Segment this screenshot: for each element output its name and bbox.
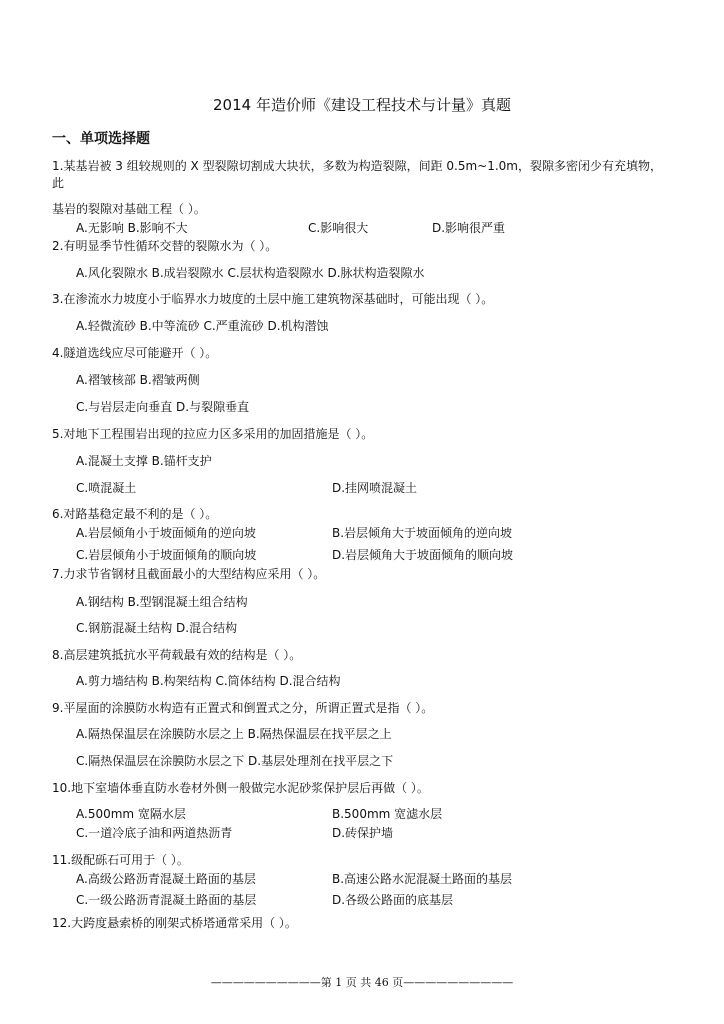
question-7-option-ab: A.钢结构 B.型钢混凝土组合结构 [76,595,248,609]
question-1-option-d: D.影响很严重 [432,221,506,235]
question-10-option-c: C.一道冷底子油和两道热沥青 [76,826,233,840]
question-6-option-a: A.岩层倾角小于坡面倾角的逆向坡 [76,526,256,540]
question-10-option-a: A.500mm 宽隔水层 [76,807,186,821]
question-9-stem: 9.平屋面的涂膜防水构造有正置式和倒置式之分，所谓正置式是指（ ）。 [52,701,434,715]
question-9-option-cd: C.隔热保温层在涂膜防水层之下 D.基层处理剂在找平层之下 [76,754,394,768]
question-11-stem: 11.级配砾石可用于（ ）。 [52,853,189,867]
question-4-option-cd: C.与岩层走向垂直 D.与裂隙垂直 [76,400,250,414]
question-10-option-b: B.500mm 宽滤水层 [332,807,443,821]
question-3-options: A.轻微流砂 B.中等流砂 C.严重流砂 D.机构潜蚀 [76,319,329,333]
question-7-stem: 7.力求节省钢材且截面最小的大型结构应采用（ ）。 [52,567,326,581]
question-12-stem: 12.大跨度悬索桥的刚架式桥塔通常采用（ ）。 [52,916,297,930]
question-7-option-cd: C.钢筋混凝土结构 D.混合结构 [76,621,238,635]
question-1-stem: 1.某基岩被 3 组较规则的 X 型裂隙切割成大块状，多数为构造裂隙，间距 0.5m~1.0m，裂隙多密闭少有充填物， [52,159,662,173]
question-1-stem-cont: 基岩的裂隙对基础工程（ ）。 [52,202,206,216]
question-6-option-c: C.岩层倾角小于坡面倾角的顺向坡 [76,548,257,562]
question-3-stem: 3.在渗流水力坡度小于临界水力坡度的土层中施工建筑物深基础时，可能出现（ ）。 [52,292,494,306]
question-5-option-ab: A.混凝土支撑 B.锚杆支护 [76,454,212,468]
question-6-option-d: D.岩层倾角大于坡面倾角的顺向坡 [332,548,514,562]
question-4-stem: 4.隧道选线应尽可能避开（ ）。 [52,346,218,360]
question-1-option-c: C.影响很大 [308,221,369,235]
question-11-option-c: C.一级公路沥青混凝土路面的基层 [76,893,257,907]
question-1-stem-cont: 此 [52,176,65,190]
page-footer: ——————————第 1 页 共 46 页—————————— [210,976,514,989]
question-2-options: A.风化裂隙水 B.成岩裂隙水 C.层状构造裂隙水 D.脉状构造裂隙水 [76,266,425,280]
question-6-stem: 6.对路基稳定最不利的是（ ）。 [52,507,218,521]
section-heading: 一、单项选择题 [52,131,150,147]
page-title: 2014 年造价师《建设工程技术与计量》真题 [213,96,511,114]
question-4-option-ab: A.褶皱核部 B.褶皱两侧 [76,373,200,387]
question-5-option-c: C.喷混凝土 [76,481,137,495]
question-11-option-a: A.高级公路沥青混凝土路面的基层 [76,872,256,886]
question-2-stem: 2.有明显季节性循环交替的裂隙水为（ ）。 [52,239,278,253]
question-11-option-b: B.高速公路水泥混凝土路面的基层 [332,872,513,886]
question-1-option-ab: A.无影响 B.影响不大 [76,221,188,235]
question-5-stem: 5.对地下工程围岩出现的拉应力区多采用的加固措施是（ ）。 [52,427,374,441]
question-8-options: A.剪力墙结构 B.构架结构 C.筒体结构 D.混合结构 [76,674,341,688]
question-6-option-b: B.岩层倾角大于坡面倾角的逆向坡 [332,526,513,540]
question-11-option-d: D.各级公路面的底基层 [332,893,454,907]
question-5-option-d: D.挂网喷混凝土 [332,481,418,495]
question-10-stem: 10.地下室墙体垂直防水卷材外侧一般做完水泥砂浆保护层后再做（ ）。 [52,781,429,795]
question-10-option-d: D.砖保护墙 [332,826,394,840]
question-9-option-ab: A.隔热保温层在涂膜防水层之上 B.隔热保温层在找平层之上 [76,727,392,741]
question-8-stem: 8.高层建筑抵抗水平荷载最有效的结构是（ ）。 [52,648,302,662]
